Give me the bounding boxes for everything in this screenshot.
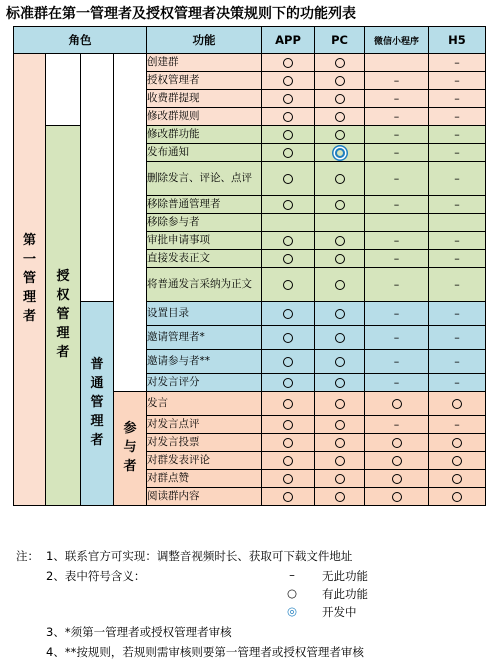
no-feature-symbol: –: [393, 376, 400, 389]
has-feature-icon: [283, 76, 293, 86]
h5-cell: [429, 374, 486, 392]
has-feature-icon: [335, 174, 345, 184]
no-feature-symbol: –: [393, 278, 400, 291]
app-cell: [262, 392, 315, 416]
has-feature-icon: [283, 200, 293, 210]
function-cell: 对发言评分: [147, 374, 262, 392]
has-feature-icon: [335, 357, 345, 367]
h5-cell: [429, 268, 486, 302]
pc-cell: [315, 126, 365, 144]
pc-cell: [315, 54, 365, 72]
app-cell: [262, 108, 315, 126]
pc-cell: [315, 90, 365, 108]
has-feature-icon: [335, 333, 345, 343]
app-cell: [262, 90, 315, 108]
pc-cell: [315, 350, 365, 374]
role-first-manager: 第 一 管 理 者: [14, 54, 46, 506]
h5-cell: [429, 470, 486, 488]
has-feature-icon: [283, 236, 293, 246]
function-cell: 删除发言、评论、点评: [147, 162, 262, 196]
function-cell: 阅读群内容: [147, 488, 262, 506]
has-feature-icon: [392, 456, 402, 466]
legend-dev-text: 开发中: [322, 605, 357, 619]
no-feature-symbol: –: [393, 128, 400, 141]
has-feature-icon: [283, 130, 293, 140]
role-participant: 参 与 者: [114, 392, 147, 506]
legend-has-symbol: ○: [286, 586, 298, 600]
header-function: 功能: [147, 27, 262, 54]
app-cell: [262, 434, 315, 452]
h5-cell: [429, 196, 486, 214]
function-cell: 对发言投票: [147, 434, 262, 452]
function-cell: 授权管理者: [147, 72, 262, 90]
header-row: [14, 27, 486, 54]
legend-none-text: 无此功能: [322, 569, 368, 583]
has-feature-icon: [335, 438, 345, 448]
function-cell: 对群点赞: [147, 470, 262, 488]
no-feature-symbol: –: [393, 252, 400, 265]
has-feature-icon: [335, 280, 345, 290]
h5-cell: [429, 302, 486, 326]
h5-cell: [429, 452, 486, 470]
mini-cell: [365, 374, 429, 392]
notes-label: 注：: [16, 549, 39, 563]
function-cell: 修改群规则: [147, 108, 262, 126]
function-cell: 收费群提现: [147, 90, 262, 108]
no-feature-symbol: –: [393, 307, 400, 320]
h5-cell: [429, 126, 486, 144]
role-normal-blank: [81, 54, 114, 302]
has-feature-icon: [335, 94, 345, 104]
app-cell: [262, 302, 315, 326]
no-feature-symbol: –: [454, 198, 460, 211]
has-feature-icon: [335, 76, 345, 86]
app-cell: [262, 350, 315, 374]
has-feature-icon: [283, 438, 293, 448]
header-mini: 微信小程序: [365, 27, 429, 54]
has-feature-icon: [335, 399, 345, 409]
h5-cell: [429, 90, 486, 108]
has-feature-icon: [335, 420, 345, 430]
pc-cell: [315, 144, 365, 162]
app-cell: [262, 326, 315, 350]
pc-cell: [315, 452, 365, 470]
mini-cell: [365, 452, 429, 470]
no-feature-symbol: –: [393, 146, 400, 159]
h5-cell: [429, 232, 486, 250]
no-feature-symbol: –: [393, 198, 400, 211]
header-pc: PC: [315, 27, 365, 54]
h5-cell: [429, 108, 486, 126]
app-cell: [262, 374, 315, 392]
app-cell: [262, 162, 315, 196]
app-cell: [262, 268, 315, 302]
function-cell: 修改群功能: [147, 126, 262, 144]
role-part-blank: [114, 54, 147, 392]
app-cell: [262, 126, 315, 144]
app-cell: [262, 416, 315, 434]
no-feature-symbol: –: [393, 172, 400, 185]
h5-cell: [429, 326, 486, 350]
has-feature-icon: [283, 148, 293, 158]
has-feature-icon: [283, 94, 293, 104]
app-cell: [262, 144, 315, 162]
has-feature-icon: [452, 474, 462, 484]
pc-cell: [315, 470, 365, 488]
mini-cell: [365, 144, 429, 162]
h5-cell: [429, 350, 486, 374]
has-feature-icon: [335, 112, 345, 122]
function-cell: 对群发表评论: [147, 452, 262, 470]
no-feature-symbol: –: [454, 56, 460, 69]
no-feature-symbol: –: [454, 376, 460, 389]
has-feature-icon: [335, 456, 345, 466]
no-feature-symbol: –: [393, 110, 400, 123]
function-cell: 直接发表正文: [147, 250, 262, 268]
legend-none-symbol: –: [289, 568, 295, 582]
app-cell: [262, 250, 315, 268]
has-feature-icon: [452, 399, 462, 409]
no-feature-symbol: –: [454, 92, 460, 105]
no-feature-symbol: –: [393, 74, 400, 87]
has-feature-icon: [283, 378, 293, 388]
mini-cell: [365, 196, 429, 214]
has-feature-icon: [452, 456, 462, 466]
no-feature-symbol: –: [454, 252, 460, 265]
h5-cell: [429, 54, 486, 72]
has-feature-icon: [335, 58, 345, 68]
pc-cell: [315, 250, 365, 268]
no-feature-symbol: –: [454, 146, 460, 159]
no-feature-symbol: –: [454, 307, 460, 320]
mini-cell: [365, 326, 429, 350]
mini-cell: [365, 162, 429, 196]
app-cell: [262, 488, 315, 506]
has-feature-icon: [283, 309, 293, 319]
mini-cell: [365, 268, 429, 302]
no-feature-symbol: –: [454, 74, 460, 87]
has-feature-icon: [283, 112, 293, 122]
has-feature-icon: [283, 474, 293, 484]
app-cell: [262, 72, 315, 90]
mini-cell: [365, 470, 429, 488]
mini-cell: [365, 214, 429, 232]
function-cell: 发布通知: [147, 144, 262, 162]
mini-cell: [365, 54, 429, 72]
pc-cell: [315, 232, 365, 250]
function-table: [13, 26, 486, 506]
h5-cell: [429, 214, 486, 232]
header-app: APP: [262, 27, 315, 54]
has-feature-icon: [335, 492, 345, 502]
no-feature-symbol: –: [393, 92, 400, 105]
has-feature-icon: [335, 378, 345, 388]
function-cell: 对发言点评: [147, 416, 262, 434]
pc-cell: [315, 488, 365, 506]
function-cell: 设置目录: [147, 302, 262, 326]
page-title: 标准群在第一管理者及授权管理者决策规则下的功能列表: [6, 6, 356, 22]
pc-cell: [315, 72, 365, 90]
note-3: 3、*须第一管理者或授权管理者审核: [46, 625, 232, 639]
has-feature-icon: [335, 200, 345, 210]
h5-cell: [429, 488, 486, 506]
pc-cell: [315, 214, 365, 232]
pc-cell: [315, 302, 365, 326]
has-feature-icon: [335, 254, 345, 264]
pc-cell: [315, 108, 365, 126]
has-feature-icon: [283, 399, 293, 409]
pc-cell: [315, 374, 365, 392]
has-feature-icon: [392, 438, 402, 448]
function-cell: 发言: [147, 392, 262, 416]
role-auth-blank: [46, 54, 81, 126]
app-cell: [262, 452, 315, 470]
pc-cell: [315, 416, 365, 434]
header-role: 角色: [14, 27, 147, 54]
no-feature-symbol: –: [454, 110, 460, 123]
function-cell: 审批申请事项: [147, 232, 262, 250]
legend-has-text: 有此功能: [322, 587, 368, 601]
table-row: [14, 302, 486, 326]
has-feature-icon: [283, 456, 293, 466]
mini-cell: [365, 416, 429, 434]
no-feature-symbol: –: [454, 331, 460, 344]
role-normal-manager: 普 通 管 理 者: [81, 302, 114, 506]
no-feature-symbol: –: [454, 418, 460, 431]
mini-cell: [365, 108, 429, 126]
has-feature-icon: [283, 280, 293, 290]
h5-cell: [429, 144, 486, 162]
has-feature-icon: [335, 130, 345, 140]
pc-cell: [315, 434, 365, 452]
no-feature-symbol: –: [393, 234, 400, 247]
mini-cell: [365, 232, 429, 250]
mini-cell: [365, 126, 429, 144]
mini-cell: [365, 434, 429, 452]
mini-cell: [365, 302, 429, 326]
has-feature-icon: [283, 254, 293, 264]
has-feature-icon: [335, 309, 345, 319]
pc-cell: [315, 196, 365, 214]
app-cell: [262, 54, 315, 72]
function-cell: 移除普通管理者: [147, 196, 262, 214]
function-cell: 将普通发言采纳为正文: [147, 268, 262, 302]
h5-cell: [429, 162, 486, 196]
pc-cell: [315, 268, 365, 302]
mini-cell: [365, 72, 429, 90]
no-feature-symbol: –: [454, 128, 460, 141]
function-cell: 创建群: [147, 54, 262, 72]
no-feature-symbol: –: [454, 355, 460, 368]
has-feature-icon: [283, 420, 293, 430]
function-cell: 邀请管理者*: [147, 326, 262, 350]
has-feature-icon: [283, 58, 293, 68]
pc-cell: [315, 326, 365, 350]
h5-cell: [429, 416, 486, 434]
h5-cell: [429, 434, 486, 452]
has-feature-icon: [452, 438, 462, 448]
h5-cell: [429, 72, 486, 90]
table-row: [14, 54, 486, 72]
app-cell: [262, 214, 315, 232]
app-cell: [262, 196, 315, 214]
note-2: 2、表中符号含义：: [46, 569, 146, 583]
legend-dev-symbol: ◎: [286, 604, 298, 618]
pc-cell: [315, 162, 365, 196]
note-1: 1、联系官方可实现：调整音视频时长、获取可下载文件地址: [46, 549, 353, 563]
has-feature-icon: [283, 174, 293, 184]
app-cell: [262, 232, 315, 250]
no-feature-symbol: –: [454, 234, 460, 247]
no-feature-symbol: –: [454, 278, 460, 291]
app-cell: [262, 470, 315, 488]
has-feature-icon: [283, 333, 293, 343]
has-feature-icon: [335, 236, 345, 246]
no-feature-symbol: –: [393, 355, 400, 368]
has-feature-icon: [392, 492, 402, 502]
note-4: 4、**按规则，若规则需审核则要第一管理者或授权管理者审核: [46, 645, 364, 659]
h5-cell: [429, 392, 486, 416]
role-authorized-manager: 授 权 管 理 者: [46, 126, 81, 506]
has-feature-icon: [392, 399, 402, 409]
mini-cell: [365, 90, 429, 108]
mini-cell: [365, 250, 429, 268]
mini-cell: [365, 488, 429, 506]
no-feature-symbol: –: [393, 331, 400, 344]
has-feature-icon: [335, 474, 345, 484]
mini-cell: [365, 392, 429, 416]
has-feature-icon: [452, 492, 462, 502]
has-feature-icon: [392, 474, 402, 484]
mini-cell: [365, 350, 429, 374]
pc-cell: [315, 392, 365, 416]
function-cell: 邀请参与者**: [147, 350, 262, 374]
function-cell: 移除参与者: [147, 214, 262, 232]
no-feature-symbol: –: [393, 418, 400, 431]
no-feature-symbol: –: [454, 172, 460, 185]
header-h5: H5: [429, 27, 486, 54]
has-feature-icon: [283, 492, 293, 502]
has-feature-icon: [283, 357, 293, 367]
h5-cell: [429, 250, 486, 268]
in-development-icon: [335, 148, 345, 158]
